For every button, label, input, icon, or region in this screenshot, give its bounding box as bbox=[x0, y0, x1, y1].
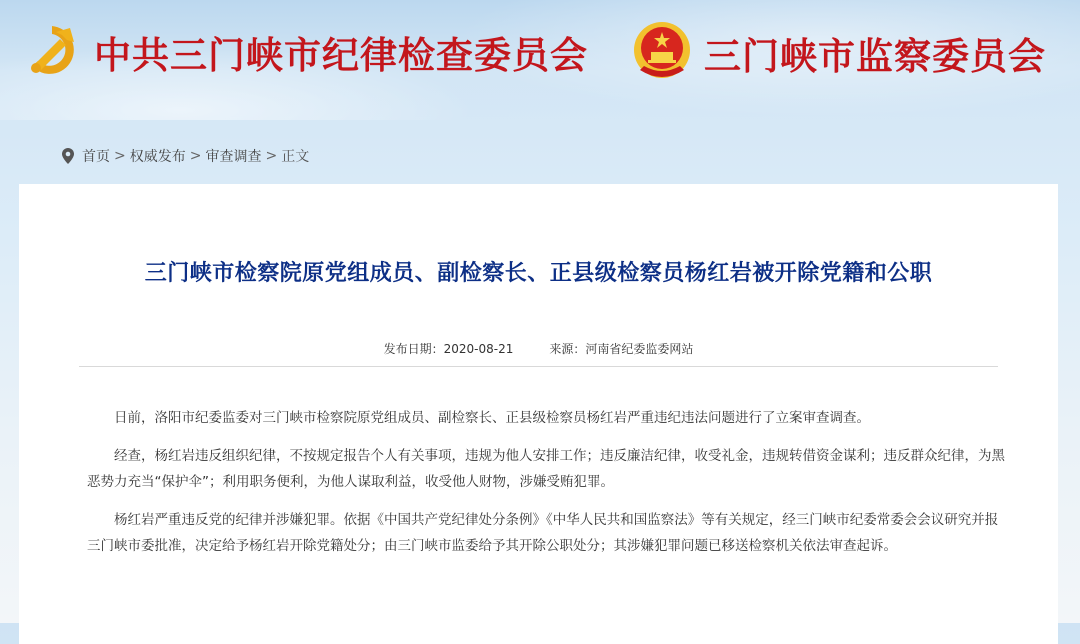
breadcrumb-separator: > bbox=[265, 148, 278, 164]
national-emblem-icon bbox=[632, 20, 692, 86]
breadcrumb-separator: > bbox=[189, 148, 202, 164]
breadcrumb-authority-release[interactable]: 权威发布 bbox=[129, 149, 186, 165]
breadcrumb bbox=[62, 145, 309, 167]
article-paragraph: 杨红岩严重违反党的纪律并涉嫌犯罪。依据《中国共产党纪律处分条例》《中华人民共和国监察法》等有关规定，经三门峡市纪委常委会会议研究并报三门峡市委批准，决定给予杨红岩开除党籍处分；由三门峡市监委给予其开除公职处分；其涉嫌犯罪问题已移送检察机关依法审查起诉。 bbox=[87, 512, 999, 554]
article-card bbox=[19, 184, 1058, 644]
article-body bbox=[87, 405, 1007, 571]
party-emblem-icon bbox=[22, 20, 82, 84]
location-pin-icon bbox=[62, 148, 74, 164]
breadcrumb-current: 正文 bbox=[281, 149, 310, 165]
cdi-brand[interactable] bbox=[22, 20, 588, 84]
header-banner bbox=[0, 0, 1080, 120]
breadcrumb-home[interactable]: 首页 bbox=[82, 149, 110, 165]
breadcrumb-separator: > bbox=[114, 148, 126, 164]
article-meta bbox=[19, 340, 1058, 357]
publish-date: 发布日期：2020-08-21 bbox=[383, 342, 514, 356]
article-paragraph: 经查，杨红岩违反组织纪律，不按规定报告个人有关事项，违规为他人安排工作；违反廉洁纪律，收受礼金，违规转借资金谋利；违反群众纪律，为黑恶势力充当“保护伞”；利用职务便利，为他人谋取利益，收受他人财物，涉嫌受贿犯罪。 bbox=[87, 448, 1005, 490]
article-paragraph: 日前，洛阳市纪委监委对三门峡市检察院原党组成员、副检察长、正县级检察员杨红岩严重违纪违法问题进行了立案审查调查。 bbox=[114, 410, 870, 426]
article-title: 三门峡市检察院原党组成员、副检察长、正县级检察员杨红岩被开除党籍和公职 bbox=[144, 261, 933, 286]
breadcrumb-review-investigation[interactable]: 审查调查 bbox=[205, 149, 262, 165]
supervision-title: 三门峡市监察委员会 bbox=[704, 34, 1046, 78]
supervision-brand[interactable] bbox=[632, 20, 1046, 86]
article-source: 来源：河南省纪委监委网站 bbox=[549, 342, 694, 356]
meta-divider bbox=[79, 366, 998, 367]
cdi-title: 中共三门峡市纪律检查委员会 bbox=[94, 33, 588, 77]
